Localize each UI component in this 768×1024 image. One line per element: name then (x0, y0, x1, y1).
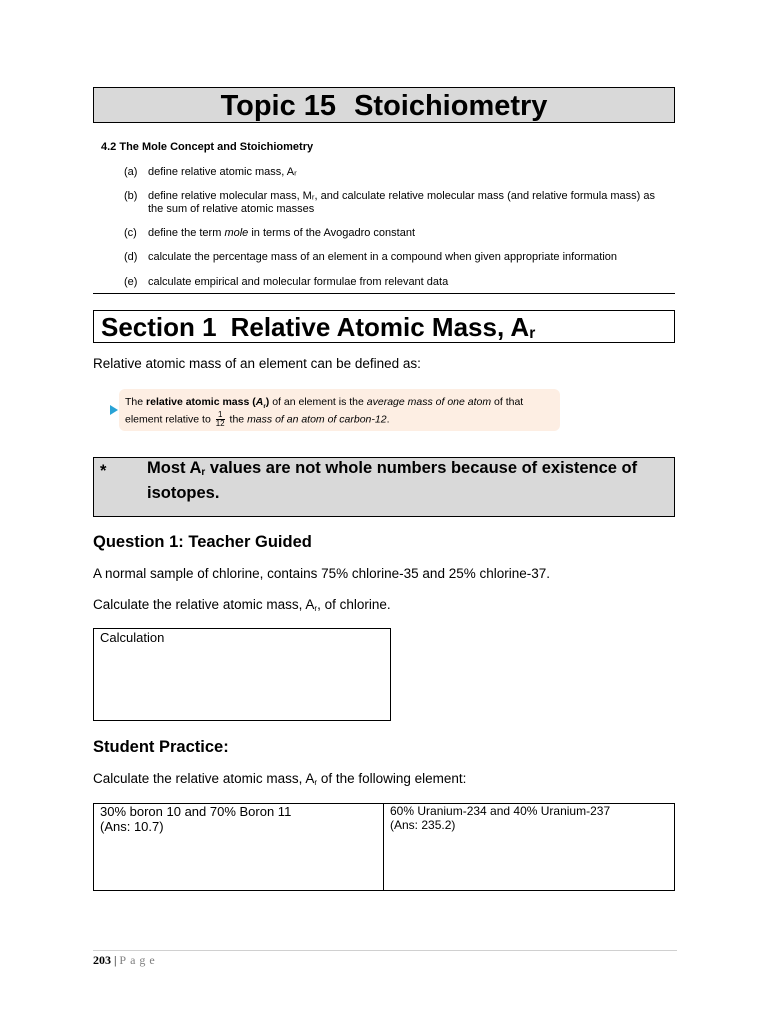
section-title-subscript: r (529, 325, 536, 342)
page-word: Page (119, 953, 159, 967)
question-1-line-1: A normal sample of chlorine, contains 75% chlorine-35 and 25% chlorine-37. (93, 566, 551, 581)
practice-table (93, 803, 675, 891)
question-1-line-2: Calculate the relative atomic mass, $A_r$, of chlorine. (93, 597, 391, 613)
section-heading (93, 310, 675, 343)
practice-question: 60% Uranium-234 and 40% Uranium-237 (390, 804, 611, 818)
syllabus-item-label: (e) (124, 276, 138, 288)
syllabus-item-text: calculate the percentage mass of an element in a compound when given appropriate information (148, 251, 618, 263)
syllabus-item-label: (d) (124, 251, 138, 263)
divider (93, 293, 675, 294)
syllabus-item-text: define relative molecular mass, Mᵣ, and calculate relative molecular mass (and relative formula mass) as the sum of relative atomic masses (148, 190, 656, 215)
practice-instruction: Calculate the relative atomic mass, $A_r$ of the following element: (93, 771, 467, 787)
syllabus-item-text: define relative atomic mass, Aᵣ (148, 166, 297, 178)
page-number: 203 (93, 953, 111, 967)
practice-answer: (Ans: 235.2) (390, 818, 456, 832)
syllabus-item-d (124, 251, 669, 264)
practice-cell-uranium[interactable] (384, 804, 674, 890)
footer-divider (93, 950, 677, 951)
calculation-label: Calculation (100, 630, 165, 645)
fraction: $\frac{1}{12}$ (215, 410, 225, 428)
syllabus-item-label: (b) (124, 190, 138, 202)
practice-cell-boron[interactable] (94, 804, 384, 890)
definition-line-1: The relative atomic mass $(A_r)$ of an element is the average mass of one atom of that (125, 396, 524, 411)
syllabus-item-c (124, 227, 669, 240)
intro-text: Relative atomic mass of an element can be defined as: (93, 356, 421, 371)
syllabus-heading: 4.2 The Mole Concept and Stoichiometry (101, 141, 314, 153)
syllabus-item-text: define the term mole in terms of the Avogadro constant (148, 227, 416, 239)
syllabus-item-a (124, 166, 669, 179)
calculation-box[interactable] (93, 628, 391, 721)
arrow-icon (110, 405, 118, 415)
question-1-heading: Question 1: Teacher Guided (93, 533, 312, 551)
syllabus-item-b (124, 190, 669, 216)
section-title: Relative Atomic Mass, A (230, 312, 530, 342)
definition-line-2: element relative to $\frac{1}{12}$ the mass of an atom of carbon-12. (125, 410, 390, 428)
topic-name: Stoichiometry (354, 90, 548, 122)
section-number: Section 1 (101, 312, 217, 342)
practice-question: 30% boron 10 and 70% Boron 11 (100, 804, 292, 819)
definition-callout (119, 389, 560, 431)
practice-heading: Student Practice: (93, 738, 229, 756)
syllabus-item-label: (a) (124, 166, 138, 178)
topic-title-box (93, 87, 675, 123)
syllabus-item-label: (c) (124, 227, 137, 239)
syllabus-item-e (124, 276, 669, 289)
note-box (93, 457, 675, 517)
syllabus-item-text: calculate empirical and molecular formulae from relevant data (148, 276, 449, 288)
topic-number: Topic 15 (220, 90, 337, 122)
bullet-star: * (100, 462, 107, 480)
footer-separator: | (111, 953, 120, 967)
page-footer (93, 953, 159, 968)
practice-answer: (Ans: 10.7) (100, 819, 164, 834)
note-text: Most $A_r$ values are not whole numbers because of existence of isotopes. (147, 459, 638, 502)
